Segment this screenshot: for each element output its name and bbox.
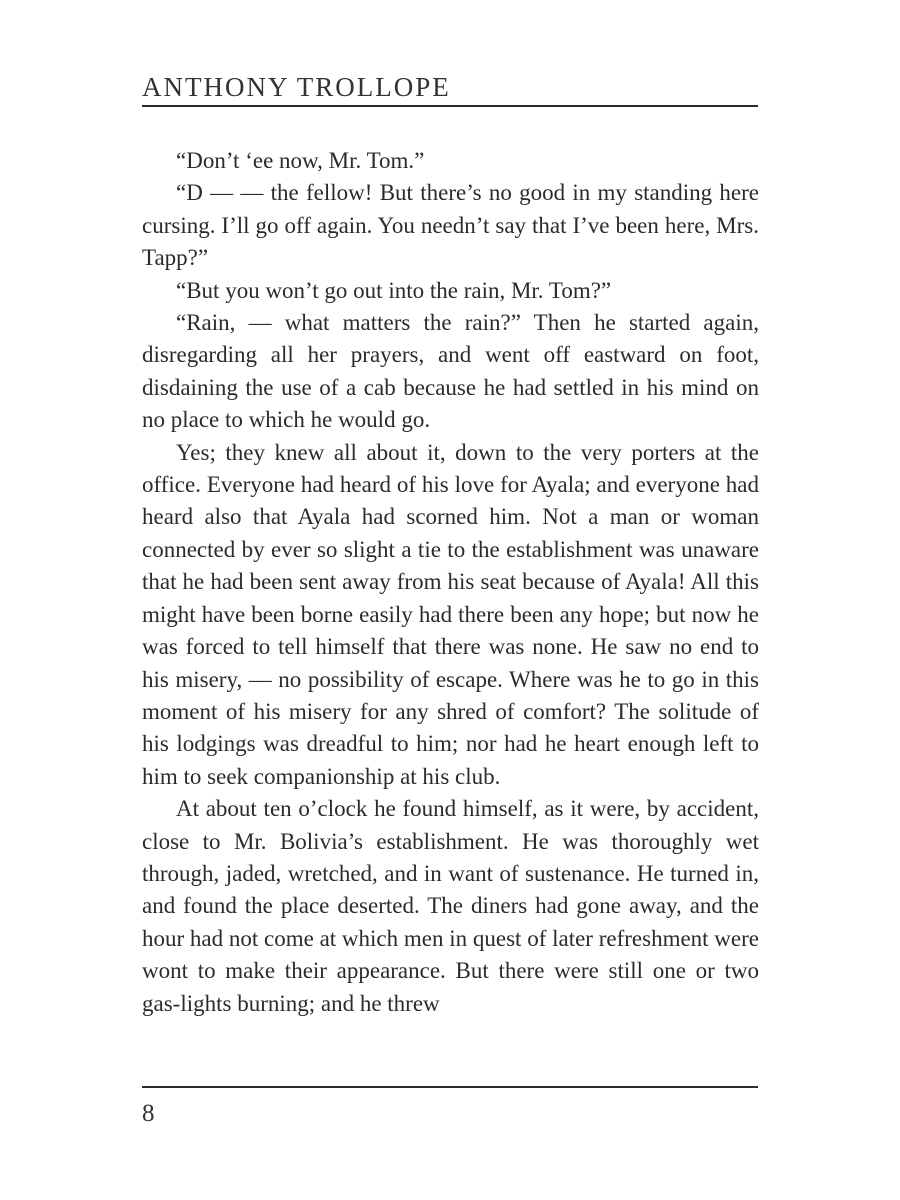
footer-rule [142,1086,758,1088]
page-number: 8 [142,1100,155,1127]
paragraph: At about ten o’clock he found himself, as it were, by accident, close to Mr. Bolivia’s establishment. He was thoroughly wet through, jaded, wretched, and in want of sustenance. He turned in, and found the place deserted. The diners had gone away, and the hour had not come at which men in quest of later refreshment were wont to make their appearance. But there were still one or two gas-lights burning; and he threw [142,796,759,1016]
running-head-author: ANTHONY TROLLOPE [142,72,451,102]
paragraph: Yes; they knew all about it, down to the very porters at the office. Everyone had heard of his love for Ayala; and everyone had heard also that Ayala had scorned him. Not a man or woman connected by ever so slight a tie to the establishment was unaware that he had been sent away from his seat because of Ayala! All this might have been borne easily had there been any hope; but now he was forced to tell himself that there was none. He saw no end to his misery, — no possibility of escape. Where was he to go in this moment of his misery for any shred of comfort? The solitude of his lodgings was dreadful to him; nor had he heart enough left to him to seek companionship at his club. [142,439,759,789]
paragraph: “D — — the fellow! But there’s no good in my standing here cursing. I’ll go off again. You needn’t say that I’ve been here, Mrs. Tapp?” [142,180,759,271]
body-text [142,145,759,1020]
header-rule [142,105,758,107]
paragraph: “Don’t ‘ee now, Mr. Tom.” [176,148,425,173]
paragraph: “But you won’t go out into the rain, Mr. Tom?” [176,277,612,303]
paragraph: “Rain, — what matters the rain?” Then he started again, disregarding all her prayers, and went off eastward on foot, disdaining the use of a cab because he had settled in his mind on no place to which he would go. [142,310,759,433]
